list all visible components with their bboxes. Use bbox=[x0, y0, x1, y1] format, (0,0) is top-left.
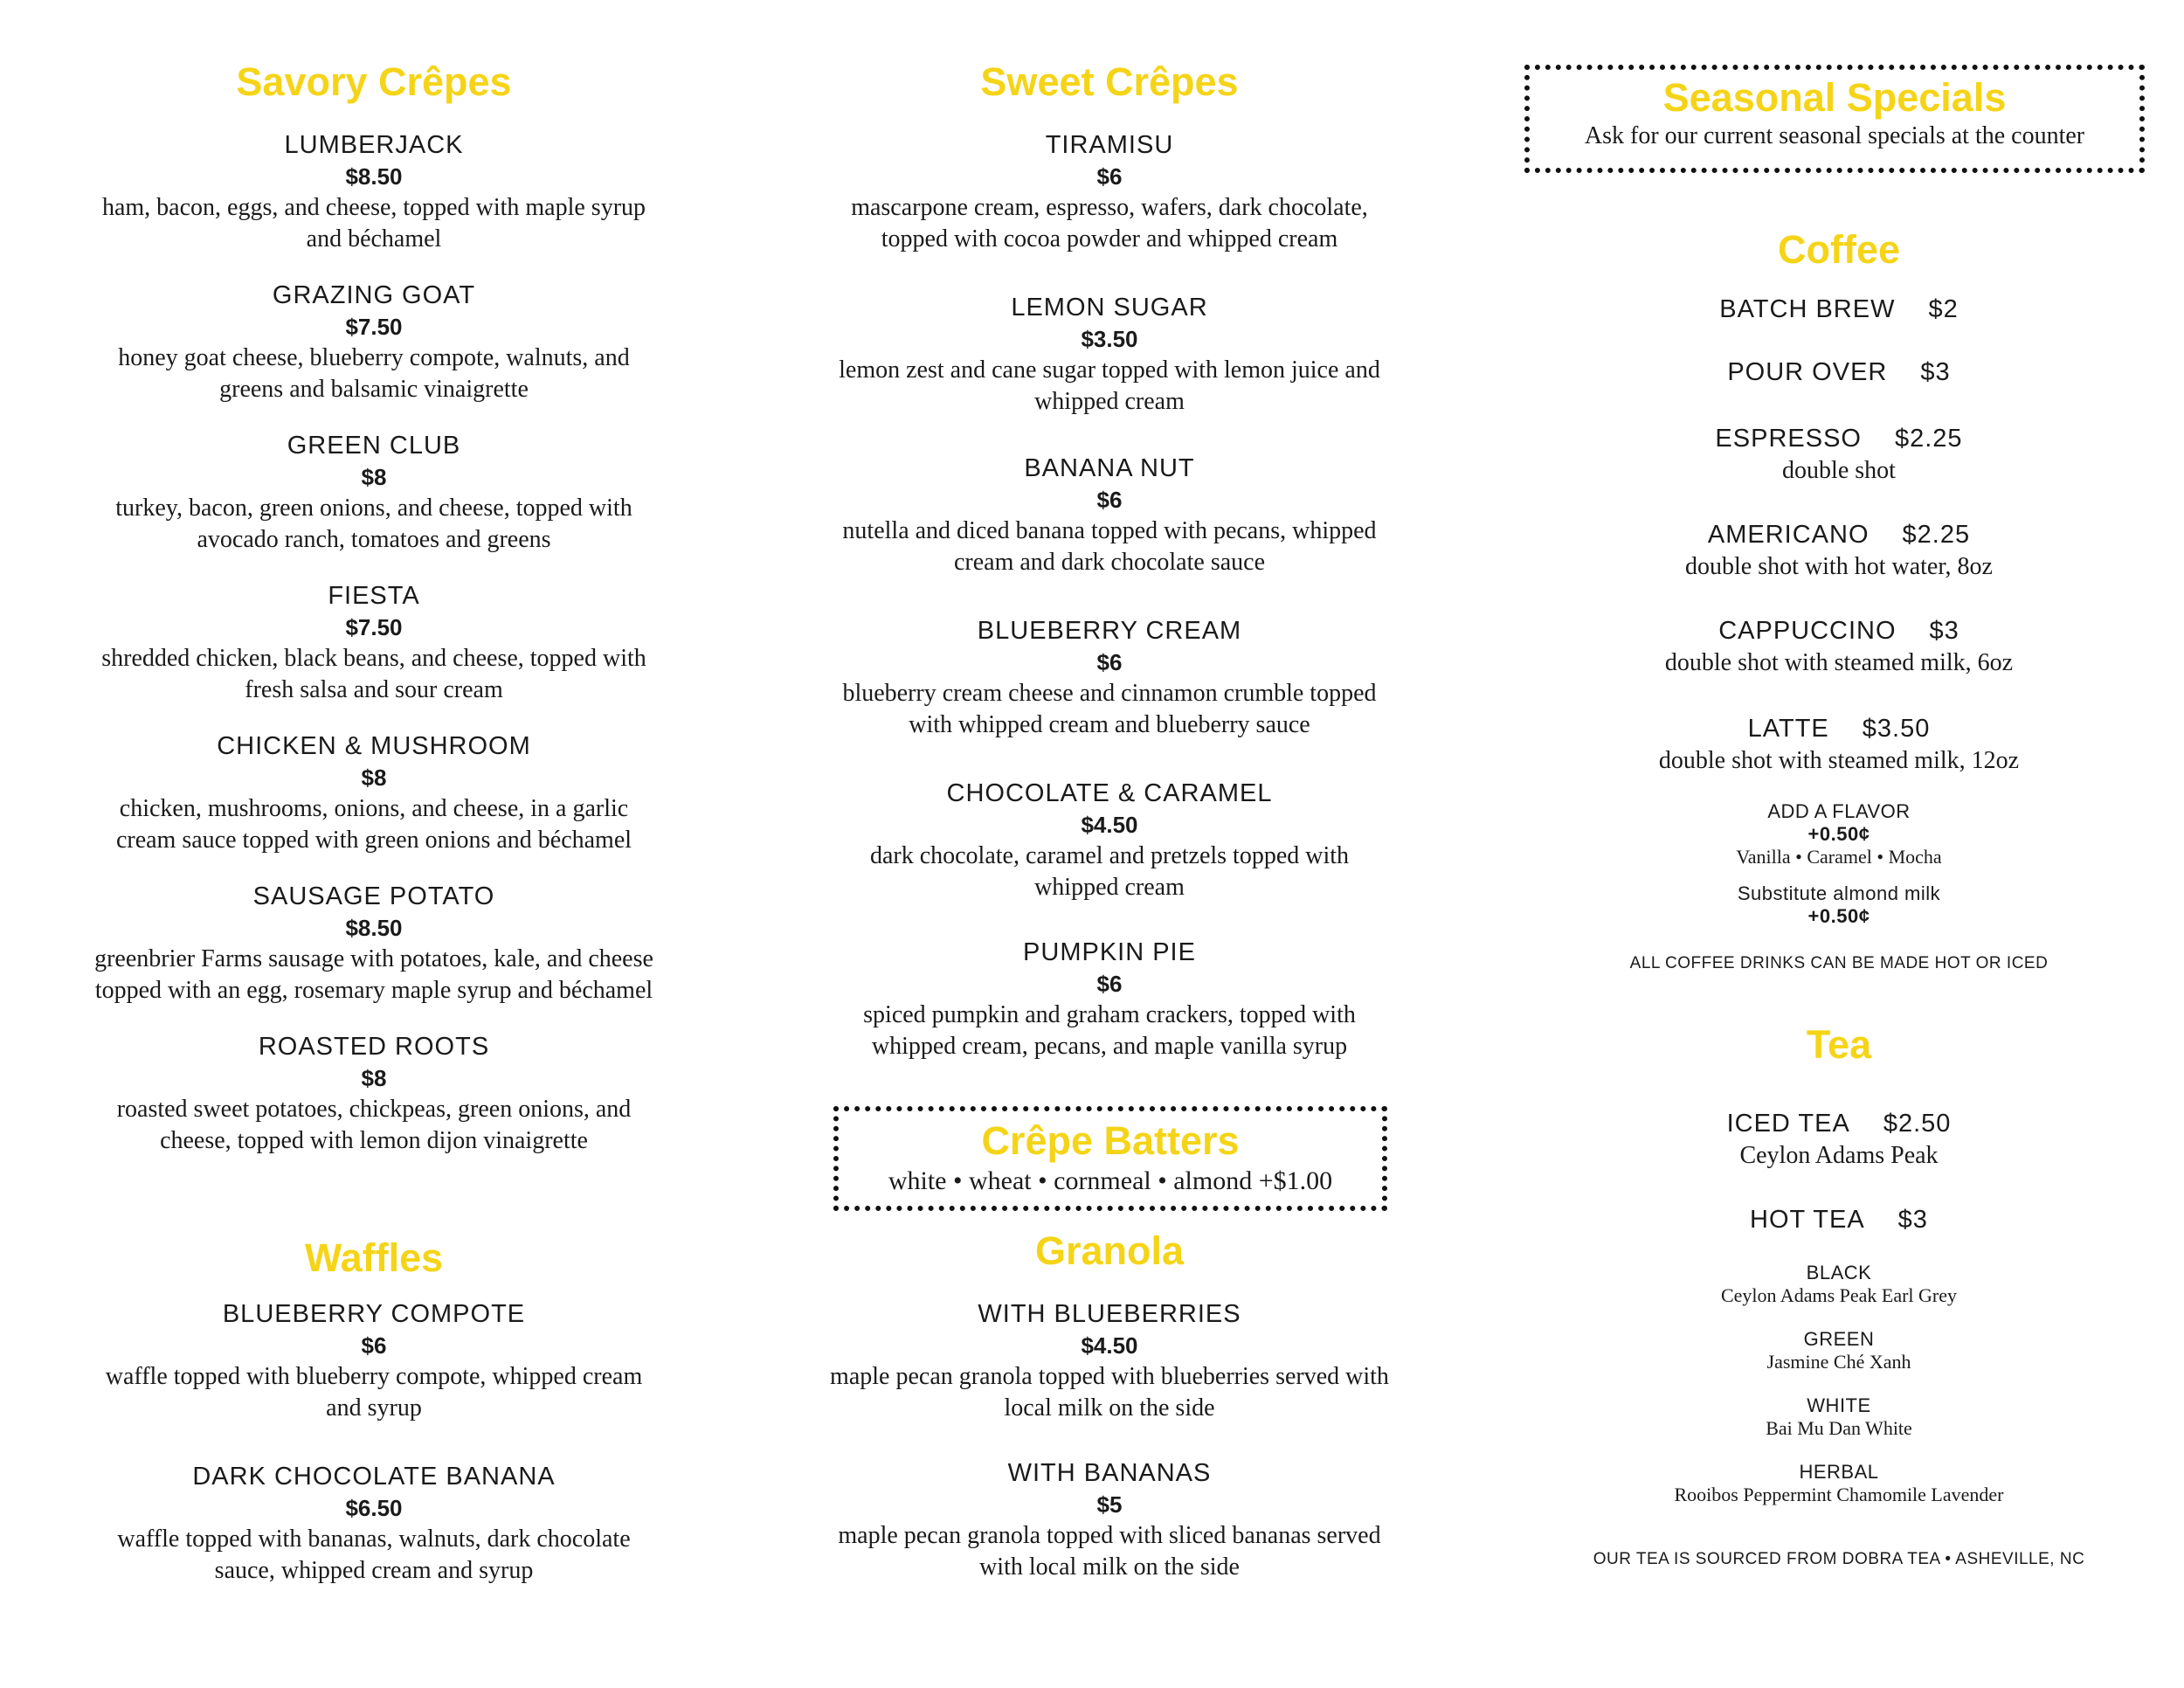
item-desc: whipped cream bbox=[1034, 874, 1185, 901]
item-price: $8.50 bbox=[345, 915, 403, 941]
item-desc: topped with cocoa powder and whipped cream bbox=[881, 225, 1338, 253]
item-desc: shredded chicken, black beans, and cheese, topped with bbox=[101, 645, 646, 672]
item-price: $2.25 bbox=[1894, 425, 1963, 453]
item-name: GREEN CLUB bbox=[287, 432, 461, 460]
item-price: $7.50 bbox=[345, 314, 403, 340]
item-price: $7.50 bbox=[345, 614, 403, 640]
item-desc: greens and balsamic vinaigrette bbox=[219, 376, 529, 403]
coffee-item bbox=[1524, 521, 2153, 583]
item-name: DARK CHOCOLATE BANANA bbox=[192, 1463, 556, 1491]
menu-item bbox=[68, 882, 680, 1007]
item-desc: spiced pumpkin and graham crackers, topped with bbox=[863, 1001, 1356, 1028]
item-price: $6 bbox=[1096, 971, 1123, 997]
item-price: $2.25 bbox=[1902, 521, 1971, 549]
flavor-options: Vanilla • Caramel • Mocha bbox=[1736, 846, 1942, 868]
item-price: $3 bbox=[1897, 1206, 1928, 1234]
tea-type bbox=[1524, 1262, 2153, 1307]
add-flavor-price: +0.50¢ bbox=[1807, 823, 1870, 845]
item-name: HOT TEA bbox=[1750, 1206, 1865, 1234]
menu-item bbox=[804, 938, 1415, 1062]
menu-item bbox=[68, 281, 680, 405]
tea-heading: Tea bbox=[1806, 1022, 1872, 1067]
menu-item bbox=[804, 131, 1415, 255]
item-desc: avocado ranch, tomatoes and greens bbox=[197, 526, 551, 553]
item-name: LEMON SUGAR bbox=[1011, 294, 1208, 322]
item-desc: fresh salsa and sour cream bbox=[245, 676, 503, 703]
menu-item bbox=[804, 1459, 1415, 1583]
coffee-item bbox=[1524, 425, 2153, 487]
item-desc: topped with an egg, rosemary maple syrup and béchamel bbox=[94, 977, 653, 1004]
item-desc: nutella and diced banana topped with pecans, whipped bbox=[842, 517, 1377, 544]
tea-type-name: HERBAL bbox=[1799, 1461, 1879, 1483]
item-desc: maple pecan granola topped with blueberries served with bbox=[830, 1363, 1389, 1390]
coffee-hot-iced-note: ALL COFFEE DRINKS CAN BE MADE HOT OR ICED bbox=[1629, 954, 2049, 972]
item-price: $2 bbox=[1928, 295, 1959, 323]
crepe-batters-box bbox=[833, 1106, 1387, 1211]
item-name: BLUEBERRY COMPOTE bbox=[222, 1300, 526, 1328]
item-price: $3.50 bbox=[1862, 715, 1931, 743]
item-desc: honey goat cheese, blueberry compote, walnuts, and bbox=[118, 344, 630, 371]
tea-type-desc: Ceylon Adams Peak Earl Grey bbox=[1720, 1284, 1958, 1306]
crepe-batters-heading: Crêpe Batters bbox=[981, 1118, 1240, 1163]
menu-item bbox=[68, 1033, 680, 1157]
item-desc: blueberry cream cheese and cinnamon crumble topped bbox=[842, 680, 1377, 707]
item-desc: waffle topped with bananas, walnuts, dark chocolate bbox=[117, 1525, 631, 1553]
item-price: $6 bbox=[1096, 649, 1123, 675]
hot-tea-item bbox=[1524, 1206, 2153, 1235]
almond-milk-price: +0.50¢ bbox=[1807, 905, 1870, 927]
item-name: ESPRESSO bbox=[1715, 425, 1862, 453]
coffee-item bbox=[1524, 295, 2153, 324]
menu-item bbox=[804, 294, 1415, 418]
menu-item bbox=[804, 1300, 1415, 1424]
item-name: ROASTED ROOTS bbox=[258, 1033, 490, 1061]
item-desc: waffle topped with blueberry compote, whipped cream bbox=[105, 1363, 643, 1390]
item-desc: local milk on the side bbox=[1004, 1394, 1215, 1422]
item-name: TIRAMISU bbox=[1045, 131, 1174, 159]
tea-type-name: GREEN bbox=[1803, 1328, 1875, 1350]
menu-item bbox=[68, 432, 680, 556]
item-price: $4.50 bbox=[1081, 812, 1138, 838]
item-desc: cream and dark chocolate sauce bbox=[953, 549, 1265, 576]
iced-tea-item bbox=[1524, 1110, 2153, 1172]
item-price: $6 bbox=[1096, 487, 1123, 513]
item-name: PUMPKIN PIE bbox=[1023, 938, 1196, 966]
item-name: ICED TEA bbox=[1726, 1110, 1850, 1138]
item-name: CHICKEN & MUSHROOM bbox=[217, 732, 531, 760]
item-name: CHOCOLATE & CARAMEL bbox=[946, 779, 1273, 807]
item-price: $3 bbox=[1929, 617, 1959, 645]
tea-type-name: BLACK bbox=[1806, 1262, 1872, 1283]
tea-type bbox=[1524, 1461, 2153, 1506]
item-desc: and béchamel bbox=[306, 225, 442, 253]
item-desc: double shot with steamed milk, 6oz bbox=[1664, 649, 2014, 676]
item-price: $5 bbox=[1096, 1491, 1123, 1518]
menu-item bbox=[68, 131, 680, 255]
item-price: $4.50 bbox=[1081, 1332, 1138, 1359]
item-price: $6 bbox=[1096, 163, 1123, 190]
item-price: $8 bbox=[361, 464, 387, 490]
menu-item bbox=[68, 582, 680, 706]
almond-milk-title: Substitute almond milk bbox=[1737, 882, 1941, 904]
item-desc: roasted sweet potatoes, chickpeas, green onions, and bbox=[116, 1096, 632, 1123]
item-desc: chicken, mushrooms, onions, and cheese, in a garlic bbox=[119, 795, 629, 822]
item-desc: cream sauce topped with green onions and béchamel bbox=[115, 827, 632, 854]
tea-type-desc: Rooibos Peppermint Chamomile Lavender bbox=[1674, 1484, 2004, 1505]
item-desc: ham, bacon, eggs, and cheese, topped with maple syrup bbox=[101, 194, 646, 221]
item-desc: turkey, bacon, green onions, and cheese, topped with bbox=[115, 495, 632, 522]
waffles-heading: Waffles bbox=[304, 1235, 444, 1280]
item-name: CAPPUCCINO bbox=[1718, 617, 1897, 645]
savory-crepes-heading: Savory Crêpes bbox=[236, 59, 512, 104]
item-name: GRAZING GOAT bbox=[272, 281, 476, 309]
menu-item bbox=[68, 1300, 680, 1424]
tea-source-note: OUR TEA IS SOURCED FROM DOBRA TEA • ASHEVILLE, NC bbox=[1593, 1550, 2085, 1568]
item-name: LUMBERJACK bbox=[284, 131, 464, 159]
sweet-crepes-heading: Sweet Crêpes bbox=[980, 59, 1239, 104]
coffee-item bbox=[1524, 715, 2153, 777]
almond-milk bbox=[1524, 882, 2153, 928]
item-name: SAUSAGE POTATO bbox=[252, 882, 495, 910]
tea-type-desc: Jasmine Ché Xanh bbox=[1766, 1351, 1911, 1373]
item-desc: and syrup bbox=[326, 1394, 422, 1422]
item-name: BLUEBERRY CREAM bbox=[977, 617, 1242, 645]
tea-type bbox=[1524, 1394, 2153, 1440]
item-desc: double shot with hot water, 8oz bbox=[1685, 553, 1993, 580]
coffee-item bbox=[1524, 617, 2153, 679]
item-price: $3 bbox=[1920, 358, 1951, 386]
menu-item bbox=[804, 617, 1415, 741]
item-price: $8 bbox=[361, 1065, 387, 1091]
item-price: $2.50 bbox=[1883, 1110, 1952, 1138]
tea-type bbox=[1524, 1328, 2153, 1373]
add-flavor-title: ADD A FLAVOR bbox=[1767, 800, 1911, 822]
item-desc: mascarpone cream, espresso, wafers, dark chocolate, bbox=[851, 194, 1368, 221]
seasonal-specials-box bbox=[1524, 65, 2145, 173]
item-price: $3.50 bbox=[1081, 326, 1138, 352]
item-desc: whipped cream, pecans, and maple vanilla syrup bbox=[871, 1033, 1348, 1060]
menu-item bbox=[804, 454, 1415, 578]
item-desc: lemon zest and cane sugar topped with lemon juice and bbox=[839, 356, 1380, 384]
batter-options: white • wheat • cornmeal • almond +$1.00 bbox=[888, 1166, 1333, 1195]
item-desc: dark chocolate, caramel and pretzels topped with bbox=[869, 842, 1350, 869]
item-desc: Ceylon Adams Peak bbox=[1739, 1142, 1939, 1169]
coffee-item bbox=[1524, 358, 2153, 387]
item-name: POUR OVER bbox=[1727, 358, 1888, 386]
menu-item bbox=[68, 1463, 680, 1587]
item-name: FIESTA bbox=[328, 582, 420, 610]
tea-type-name: WHITE bbox=[1807, 1394, 1871, 1416]
item-price: $8 bbox=[361, 764, 387, 791]
add-flavor bbox=[1524, 800, 2153, 868]
granola-heading: Granola bbox=[1034, 1228, 1185, 1273]
item-name: AMERICANO bbox=[1707, 521, 1870, 549]
seasonal-specials-note: Ask for our current seasonal specials at the counter bbox=[1584, 122, 2085, 149]
menu-item bbox=[68, 732, 680, 856]
seasonal-specials-heading: Seasonal Specials bbox=[1662, 75, 2007, 120]
item-desc: cheese, topped with lemon dijon vinaigrette bbox=[160, 1127, 588, 1154]
item-price: $6.50 bbox=[345, 1495, 403, 1521]
item-desc: whipped cream bbox=[1034, 388, 1185, 415]
item-desc: double shot with steamed milk, 12oz bbox=[1658, 747, 2020, 774]
item-price: $6 bbox=[361, 1332, 387, 1359]
item-desc: with local milk on the side bbox=[979, 1553, 1240, 1581]
item-desc: greenbrier Farms sausage with potatoes, kale, and cheese bbox=[94, 945, 653, 972]
item-name: BATCH BREW bbox=[1719, 295, 1896, 323]
item-desc: double shot bbox=[1782, 457, 1896, 484]
item-name: WITH BLUEBERRIES bbox=[978, 1300, 1241, 1328]
item-name: LATTE bbox=[1747, 715, 1829, 743]
item-price: $8.50 bbox=[345, 163, 403, 190]
menu-item bbox=[804, 779, 1415, 903]
item-name: WITH BANANAS bbox=[1007, 1459, 1212, 1487]
item-desc: sauce, whipped cream and syrup bbox=[214, 1557, 534, 1584]
coffee-heading: Coffee bbox=[1777, 227, 1900, 272]
item-desc: with whipped cream and blueberry sauce bbox=[909, 711, 1310, 738]
tea-type-desc: Bai Mu Dan White bbox=[1766, 1417, 1912, 1439]
item-desc: maple pecan granola topped with sliced bananas served bbox=[838, 1522, 1381, 1549]
item-name: BANANA NUT bbox=[1024, 454, 1195, 482]
